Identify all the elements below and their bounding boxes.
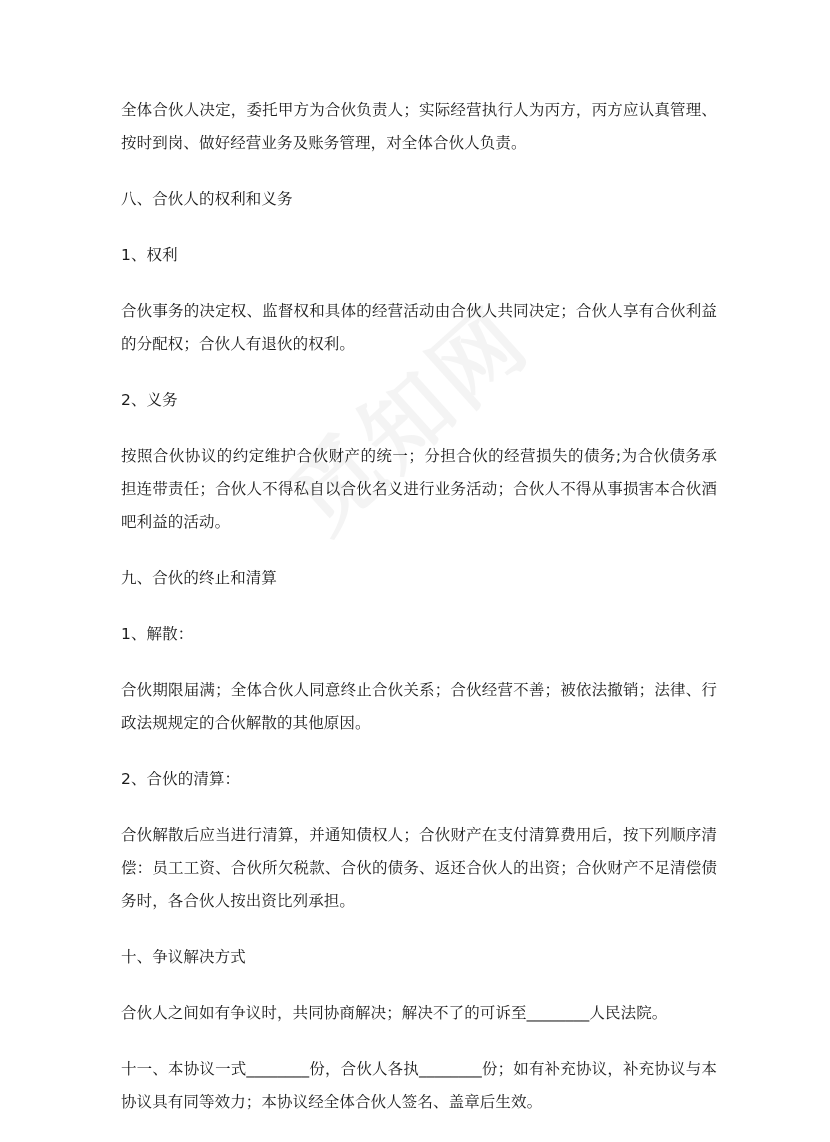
paragraph-dispute: 合伙人之间如有争议时，共同协商解决；解决不了的可诉至________人民法院。 — [121, 1004, 668, 1022]
paragraph-responsible-party: 全体合伙人决定，委托甲方为合伙负责人；实际经营执行人为丙方，丙方应认真管理、按时到岗、做好经营业务及账务管理，对全体合伙人负责。 — [121, 101, 717, 152]
section-heading-termination: 九、合伙的终止和清算 — [121, 569, 278, 587]
subheading-rights: 1、权利 — [121, 246, 178, 264]
subheading-obligations: 2、义务 — [121, 391, 178, 409]
section-heading-dispute: 十、争议解决方式 — [121, 948, 246, 966]
document-body — [121, 94, 717, 1142]
subheading-liquidation: 2、合伙的清算： — [121, 770, 241, 788]
paragraph-rights: 合伙事务的决定权、监督权和具体的经营活动由合伙人共同决定；合伙人享有合伙利益的分配权；合伙人有退伙的权利。 — [121, 302, 717, 353]
paragraph-obligations: 按照合伙协议的约定维护合伙财产的统一；分担合伙的经营损失的债务;为合伙债务承担连带责任；合伙人不得私自以合伙名义进行业务活动；合伙人不得从事损害本合伙酒吧利益的活动。 — [121, 447, 717, 531]
paragraph-liquidation: 合伙解散后应当进行清算，并通知债权人；合伙财产在支付清算费用后，按下列顺序清偿：员工工资、合伙所欠税款、合伙的债务、返还合伙人的出资；合伙财产不足清偿债务时，各合伙人按出资比列承担。 — [121, 826, 717, 910]
paragraph-dissolution: 合伙期限届满；全体合伙人同意终止合伙关系；合伙经营不善；被依法撤销；法律、行政法规规定的合伙解散的其他原因。 — [121, 681, 717, 732]
subheading-dissolution: 1、解散： — [121, 625, 194, 643]
paragraph-copies: 十一、本协议一式________份，合伙人各执________份；如有补充协议，补充协议与本协议具有同等效力；本协议经全体合伙人签名、盖章后生效。 — [121, 1060, 717, 1111]
section-heading-rights-obligations: 八、合伙人的权利和义务 — [121, 190, 293, 208]
